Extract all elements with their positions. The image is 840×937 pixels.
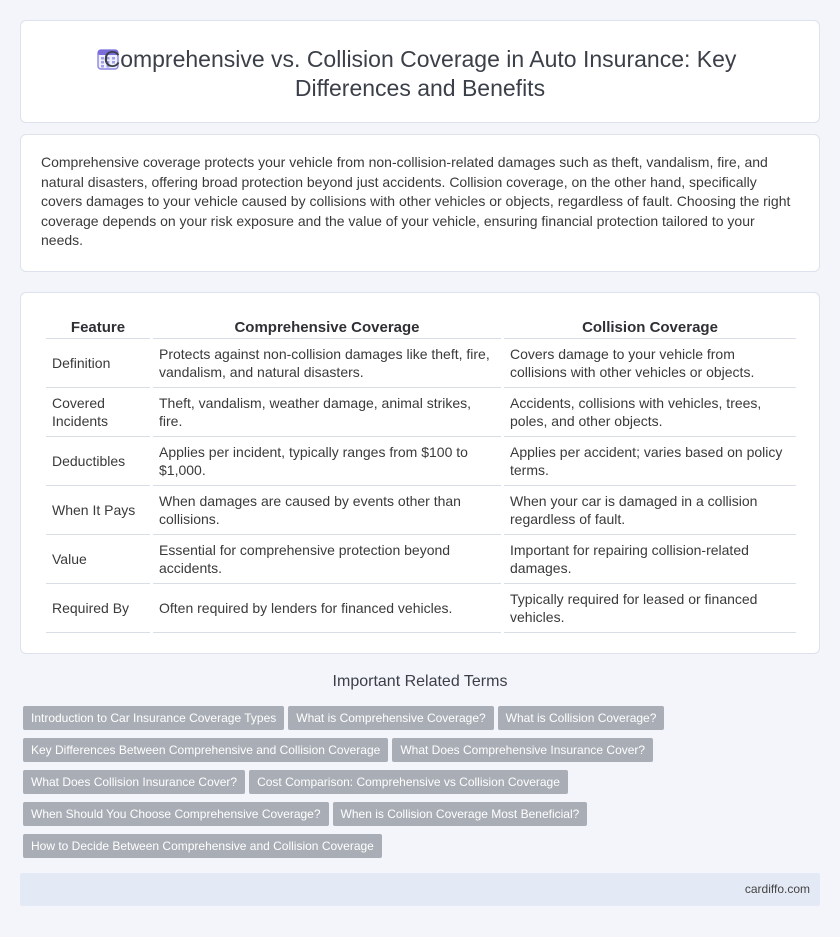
table-cell-feature: Definition — [46, 339, 150, 388]
table-row — [46, 535, 796, 584]
related-term-link[interactable]: Introduction to Car Insurance Coverage Types — [23, 706, 284, 730]
intro-card — [20, 134, 820, 272]
table-cell-collision: When your car is damaged in a collision regardless of fault. — [504, 486, 796, 535]
related-term-link[interactable]: When is Collision Coverage Most Beneficial? — [333, 802, 588, 826]
table-cell-comprehensive: Theft, vandalism, weather damage, animal strikes, fire. — [153, 388, 501, 437]
footer-site-link[interactable]: cardiffo.com — [744, 882, 810, 896]
header-collision: Collision Coverage — [504, 313, 796, 339]
table-cell-comprehensive: Essential for comprehensive protection beyond accidents. — [153, 535, 501, 584]
table-cell-feature: When It Pays — [46, 486, 150, 535]
table-cell-collision: Covers damage to your vehicle from collisions with other vehicles or objects. — [504, 339, 796, 388]
related-term-link[interactable]: What is Comprehensive Coverage? — [288, 706, 493, 730]
comparison-table-card — [20, 292, 820, 654]
related-term-link[interactable]: Key Differences Between Comprehensive and Collision Coverage — [23, 738, 388, 762]
intro-paragraph: Comprehensive coverage protects your vehicle from non-collision-related damages such as theft, vandalism, fire, and natural disasters, offering broad protection beyond just accidents. Collision coverage, on the other hand, specifically covers damages to your vehicle caused by collisions with other vehicles or objects, regardless of fault. Choosing the right coverage depends on your risk exposure and the value of your vehicle, ensuring financial protection tailored to your needs. — [41, 154, 791, 249]
table-cell-feature: Value — [46, 535, 150, 584]
table-cell-feature: Covered Incidents — [46, 388, 150, 437]
related-term-link[interactable]: When Should You Choose Comprehensive Coverage? — [23, 802, 329, 826]
related-term-link[interactable]: How to Decide Between Comprehensive and Collision Coverage — [23, 834, 382, 858]
table-row — [46, 388, 796, 437]
footer — [20, 873, 820, 906]
table-cell-comprehensive: Often required by lenders for financed vehicles. — [153, 584, 501, 633]
table-cell-comprehensive: Applies per incident, typically ranges from $100 to $1,000. — [153, 437, 501, 486]
table-cell-comprehensive: Protects against non-collision damages like theft, fire, vandalism, and natural disasters. — [153, 339, 501, 388]
related-term-link[interactable]: What Does Collision Insurance Cover? — [23, 770, 245, 794]
related-term-link[interactable]: What is Collision Coverage? — [498, 706, 665, 730]
table-cell-collision: Important for repairing collision-related damages. — [504, 535, 796, 584]
table-cell-collision: Typically required for leased or financed vehicles. — [504, 584, 796, 633]
table-cell-feature: Deductibles — [46, 437, 150, 486]
related-terms-title: Important Related Terms — [332, 673, 508, 690]
page-title: Comprehensive vs. Collision Coverage in Auto Insurance: Key Differences and Benefits — [103, 46, 737, 101]
table-row — [46, 486, 796, 535]
table-row — [46, 437, 796, 486]
table-cell-comprehensive: When damages are caused by events other than collisions. — [153, 486, 501, 535]
comparison-table — [43, 313, 799, 633]
related-terms-list — [23, 706, 793, 866]
related-term-link[interactable]: Cost Comparison: Comprehensive vs Collision Coverage — [249, 770, 568, 794]
table-cell-feature: Required By — [46, 584, 150, 633]
header-feature: Feature — [46, 313, 150, 339]
table-cell-collision: Applies per accident; varies based on policy terms. — [504, 437, 796, 486]
table-header-row — [46, 313, 796, 339]
table-cell-collision: Accidents, collisions with vehicles, trees, poles, and other objects. — [504, 388, 796, 437]
header-card — [20, 20, 820, 123]
table-row — [46, 584, 796, 633]
related-term-link[interactable]: What Does Comprehensive Insurance Cover? — [392, 738, 653, 762]
table-row — [46, 339, 796, 388]
header-comprehensive: Comprehensive Coverage — [153, 313, 501, 339]
